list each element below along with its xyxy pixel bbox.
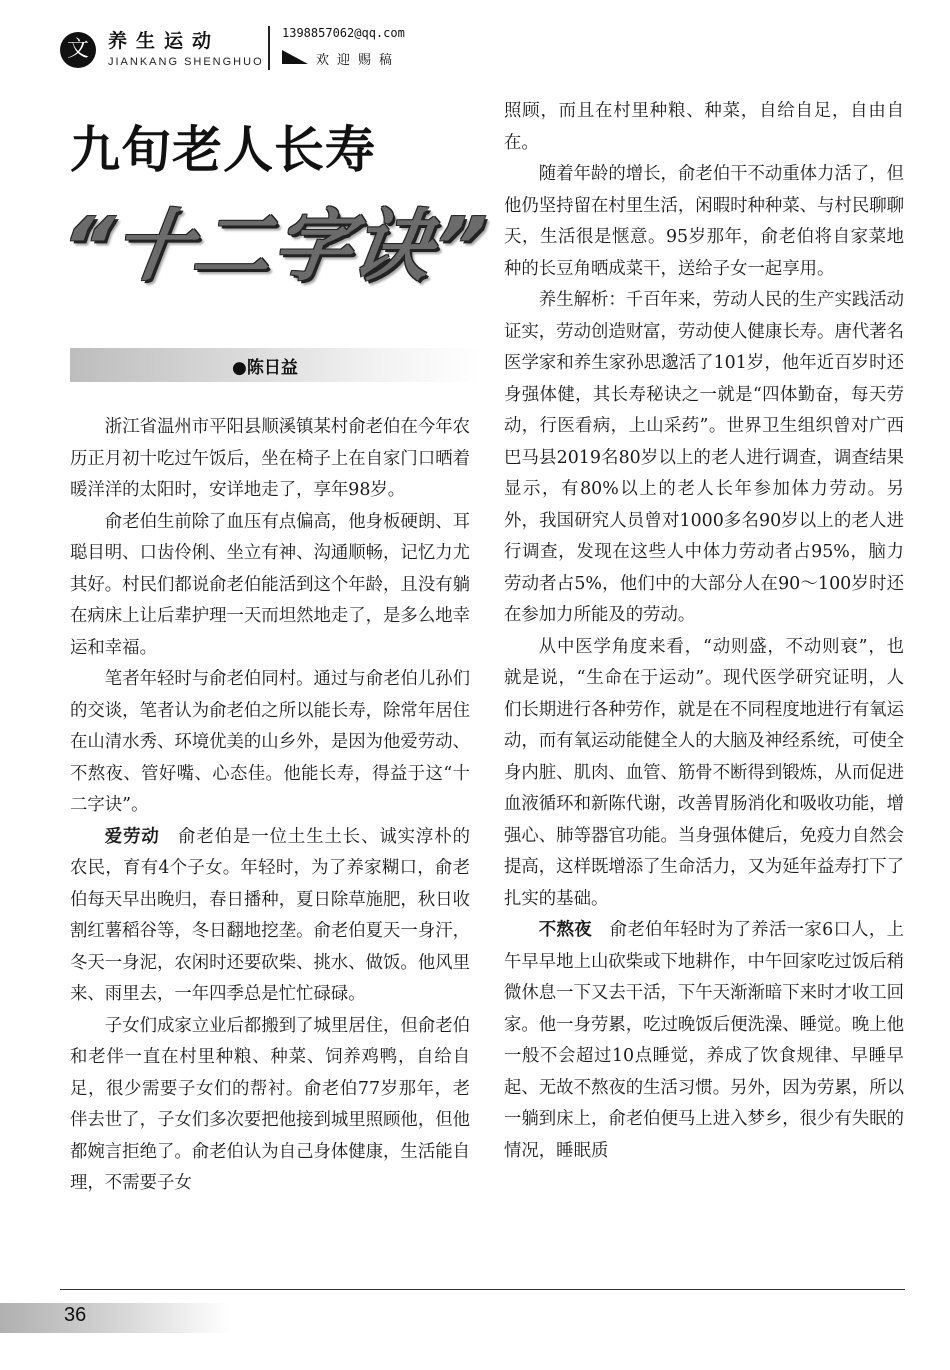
paragraph-text: 笔者年轻时与俞老伯同村。通过与俞老伯儿孙们的交谈，笔者认为俞老伯之所以能长寿，除常年居住在山清水秀、环境优美的山乡外，是因为他爱劳动、不熬夜、管好嘴、心态佳。他能长寿，得益于这“十二字诀”。 <box>70 669 471 815</box>
paragraph-text: 子女们成家立业后都搬到了城里居住，但俞老伯和老伴一直在村里种粮、种菜、饲养鸡鸭，自给自足，很少需要子女们的帮衬。俞老伯77岁那年，老伴去世了，子女们多次要把他接到城里照顾他，但他都婉言拒绝了。俞老伯认为自己身体健康，生活能自理，不需要子女 <box>70 1015 471 1193</box>
column-title: 养生运动 <box>108 30 221 52</box>
paragraph-text: 随着年龄的增长，俞老伯干不动重体力活了，但他仍坚持留在村里生活，闲暇时种种菜、与村民聊聊天，生活很是惬意。95岁那年，俞老伯将自家菜地种的长豆角晒成菜干，送给子女一起享用。 <box>504 164 905 279</box>
paragraph <box>70 507 470 665</box>
paragraph-text: 俞老伯是一位土生土长、诚实淳朴的农民，育有4个子女。年轻时，为了养家糊口，俞老伯每天早出晚归，春日播种，夏日除草施肥，秋日收割红薯稻谷等，冬日翻地挖垄。俞老伯夏天一身汗，冬天一身泥，农闲时还要砍柴、挑水、做饭。他风里来、雨里去，一年四季总是忙忙碌碌。 <box>70 826 470 1004</box>
article-title-decorated <box>52 178 492 292</box>
paragraph-text: 浙江省温州市平阳县顺溪镇某村俞老伯在今年农历正月初十吃过午饭后，坐在椅子上在自家门口晒着暖洋洋的太阳时，安详地走了，享年98岁。 <box>70 417 471 500</box>
paragraph <box>70 412 470 507</box>
author-name: ●陈日益 <box>232 358 298 378</box>
page-number-bar <box>0 1303 230 1333</box>
welcome-submissions: 欢迎赐稿 <box>316 53 401 68</box>
triangle-arrow-icon <box>282 50 308 64</box>
masthead-divider <box>268 26 270 70</box>
paragraph <box>504 159 904 285</box>
paragraph-text: 俞老伯年轻时为了养活一家6口人，上午早早地上山砍柴或下地耕作，中午回家吃过饭后稍微休息一下又去干活，下午天渐渐暗下来时才收工回家。他一身劳累，吃过晚饭后便洗澡、睡觉。晚上他一般不会超过10点睡觉，养成了饮食规律、早睡早起、无故不熬夜的生活习惯。另外，因为劳累，所以一躺到床上，俞老伯便马上进入梦乡，很少有失眠的情况，睡眠质 <box>504 920 904 1161</box>
paragraph-text: 从中医学角度来看，“动则盛，不动则衰”，也就是说，“生命在于运动”。现代医学研究证明，人们长期进行各种劳作，就是在不同程度地进行有氧运动，而有氧运动能健全人的大脑及神经系统，可使全身内脏、肌肉、血管、筋骨不断得到锻炼，从而促进血液循环和新陈代谢，改善胃肠消化和吸收功能，增强心、肺等器官功能。当身强体健后，免疫力自然会提高，这样既增添了生命活力，又为延年益寿打下了扎实的基础。 <box>504 636 904 909</box>
section-keyword: 爱劳动 <box>104 826 160 847</box>
paragraph <box>70 822 470 1011</box>
article-subtitle: “十二字诀” <box>54 202 492 292</box>
left-text-column <box>70 412 470 1200</box>
right-text-column <box>504 96 904 1167</box>
author-bar <box>70 348 480 382</box>
paragraph <box>70 664 470 822</box>
page-number: 36 <box>64 1304 87 1326</box>
paragraph <box>504 632 904 916</box>
column-pinyin: JIANKANG SHENGHUO <box>108 56 264 68</box>
footer-rule <box>60 1289 905 1290</box>
paragraph <box>504 915 904 1167</box>
paragraph-text: 照顾，而且在村里种粮、种菜，自给自足，自由自在。 <box>504 101 904 153</box>
article-title: 九旬老人长寿 <box>70 121 376 179</box>
paragraph-text: 俞老伯生前除了血压有点偏高，他身板硬朗、耳聪目明、口齿伶俐、坐立有神、沟通顺畅，记忆力尤其好。村民们都说俞老伯能活到这个年龄，且没有躺在病床上让后辈护理一天而坦然地走了，是多么地幸运和幸福。 <box>70 511 471 658</box>
section-keyword: 不熬夜 <box>538 920 592 940</box>
paragraph <box>70 1011 470 1200</box>
masthead <box>60 22 480 74</box>
submission-email: 1398857062@qq.com <box>282 26 405 40</box>
column-logo-icon: 文 <box>60 32 96 68</box>
paragraph-text: 养生解析：千百年来，劳动人民的生产实践活动证实，劳动创造财富，劳动使人健康长寿。唐代著名医学家和养生家孙思邈活了101岁，他年近百岁时还身强体健，其长寿秘诀之一就是“四体勤奋，每天劳动，行医看病，上山采药”。世界卫生组织曾对广西巴马县2019名80岁以上的老人进行调查，调查结果显示，有80%以上的老人长年参加体力劳动。另外，我国研究人员曾对1000多名90岁以上的老人进行调查，发现在这些人中体力劳动者占95%，脑力劳动者占5%，他们中的大部分人在90～100岁时还在参加力所能及的劳动。 <box>504 290 905 625</box>
paragraph <box>504 96 904 159</box>
paragraph <box>504 285 904 632</box>
